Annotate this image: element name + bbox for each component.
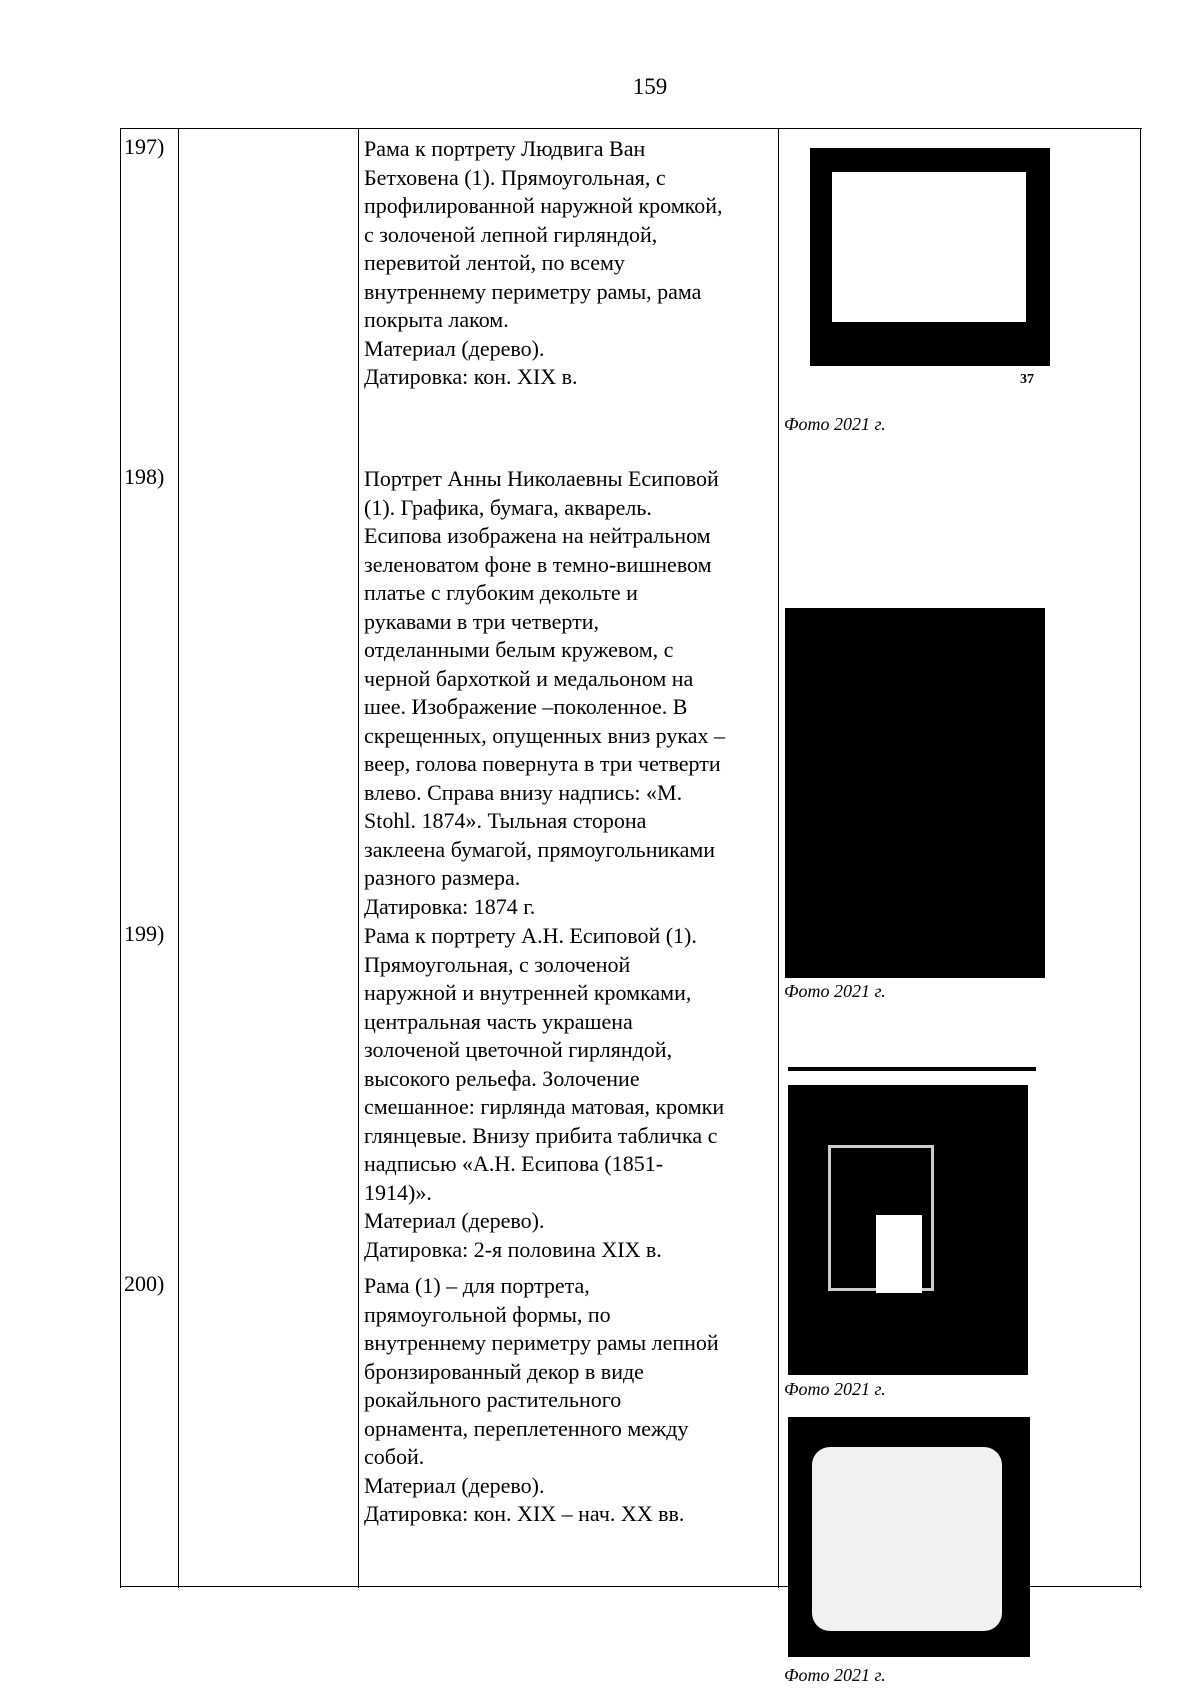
description-line: Портрет Анны Николаевны Есиповой xyxy=(364,466,719,491)
description-line: Рама к портрету А.Н. Есиповой (1). xyxy=(364,923,697,948)
description-line: отделанными белым кружевом, с xyxy=(364,637,674,662)
description-line: Датировка: кон. XIX в. xyxy=(364,364,578,389)
description-line: Материал (дерево). xyxy=(364,1208,545,1233)
description-line: рокайльного растительного xyxy=(364,1387,622,1412)
description-line: скрещенных, опущенных вниз руках – xyxy=(364,722,726,748)
description-line: рукавами в три четверти, xyxy=(364,608,599,634)
description-line: Датировка: 2-я половина XIX в. xyxy=(364,1236,662,1262)
description-line: покрыта лаком. xyxy=(364,307,509,332)
table-row xyxy=(120,1265,1142,1685)
description-line: Есипова изображена на нейтральном xyxy=(364,523,711,548)
description-line: надписью «А.Н. Есипова (1851- xyxy=(364,1151,664,1176)
description-line: с золоченой лепной гирляндой, xyxy=(364,221,658,247)
row-number: 197) xyxy=(124,134,165,159)
description-line: внутреннему периметру рамы лепной xyxy=(364,1330,719,1355)
description-line: Рама к портрету Людвига Ван xyxy=(364,136,646,161)
description-line: (1). Графика, бумага, акварель. xyxy=(364,494,652,520)
description-line: наружной и внутренней кромками, xyxy=(364,980,692,1005)
row-number: 199) xyxy=(124,921,165,946)
photo-top-edge xyxy=(788,1067,1036,1071)
frame-photo xyxy=(788,1417,1030,1657)
frame-opening xyxy=(832,172,1026,322)
description-line: прямоугольной формы, по xyxy=(364,1301,611,1327)
table-row xyxy=(120,128,1142,458)
description-line: золоченой цветочной гирляндой, xyxy=(364,1037,673,1062)
photo-caption: Фото 2021 г. xyxy=(784,414,886,434)
item-description xyxy=(364,922,784,1264)
photo-inventory-mark: 37 xyxy=(1020,372,1034,387)
row-number: 200) xyxy=(124,1271,165,1296)
description-line: разного размера. xyxy=(364,865,521,890)
description-line: 1914)». xyxy=(364,1179,432,1205)
description-line: шее. Изображение –поколенное. В xyxy=(364,694,688,719)
description-line: Прямоугольная, с золоченой xyxy=(364,951,631,977)
description-line: глянцевые. Внизу прибита табличка с xyxy=(364,1122,718,1148)
photo-caption: Фото 2021 г. xyxy=(784,981,886,1001)
description-line: внутреннему периметру рамы, рама xyxy=(364,278,702,304)
description-line: профилированной наружной кромкой, xyxy=(364,193,723,218)
description-line: центральная часть украшена xyxy=(364,1008,633,1034)
frame-photo xyxy=(810,148,1050,366)
description-line: Датировка: 1874 г. xyxy=(364,893,536,919)
item-description xyxy=(364,465,784,921)
description-line: заклеена бумагой, прямоугольниками xyxy=(364,836,716,862)
photo-caption: Фото 2021 г. xyxy=(784,1379,886,1399)
description-line: черной бархоткой и медальоном на xyxy=(364,665,694,691)
description-line: орнамента, переплетенного между xyxy=(364,1415,689,1441)
photo-caption: Фото 2021 г. xyxy=(784,1665,886,1685)
description-line: веер, голова повернута в три четверти xyxy=(364,751,721,776)
description-line: Бетховена (1). Прямоугольная, с xyxy=(364,164,666,190)
description-line: перевитой лентой, по всему xyxy=(364,250,625,275)
description-line: высокого рельефа. Золочение xyxy=(364,1065,640,1091)
description-line: зеленоватом фоне в темно-вишневом xyxy=(364,551,712,577)
description-line: Материал (дерево). xyxy=(364,1472,545,1498)
item-description xyxy=(364,135,784,392)
description-line: Stohl. 1874». Тыльная сторона xyxy=(364,808,647,833)
description-line: бронзированный декор в виде xyxy=(364,1358,644,1384)
description-line: Датировка: кон. XIX – нач. XX вв. xyxy=(364,1501,685,1526)
description-line: платье с глубоким декольте и xyxy=(364,580,638,605)
row-number: 198) xyxy=(124,464,165,489)
item-description xyxy=(364,1272,784,1529)
description-line: Рама (1) – для портрета, xyxy=(364,1273,590,1298)
page-number: 159 xyxy=(632,74,668,99)
description-line: Материал (дерево). xyxy=(364,335,545,361)
description-line: собой. xyxy=(364,1444,425,1469)
inventory-table xyxy=(120,128,1142,1685)
description-line: влево. Справа внизу надпись: «M. xyxy=(364,779,683,805)
frame-opening xyxy=(812,1447,1002,1631)
description-line: смешанное: гирлянда матовая, кромки xyxy=(364,1094,725,1119)
